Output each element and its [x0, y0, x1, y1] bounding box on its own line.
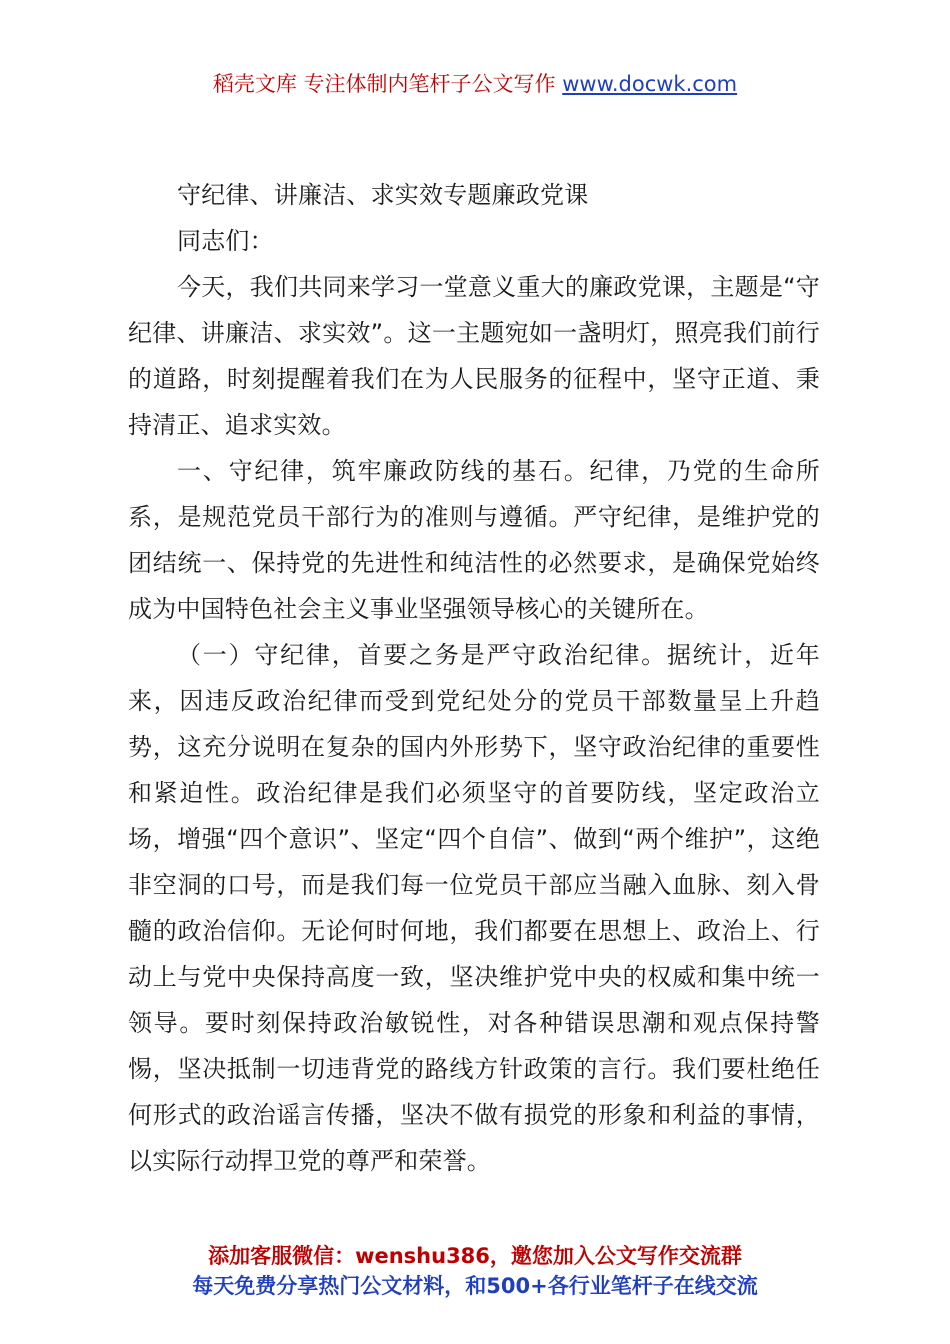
footer-wechat-line: 添加客服微信：wenshu386，邀您加入公文写作交流群 — [208, 1244, 742, 1268]
page-header — [0, 68, 950, 98]
document-title: 守纪律、讲廉洁、求实效专题廉政党课 — [177, 181, 589, 209]
paragraph-intro: 今天，我们共同来学习一堂意义重大的廉政党课，主题是“守纪律、讲廉洁、求实效”。这一主题宛如一盏明灯，照亮我们前行的道路，时刻提醒着我们在为人民服务的征程中，坚守正道、秉持清正、追求实效。 — [128, 273, 820, 439]
paragraph-subsection-one: （一）守纪律，首要之务是严守政治纪律。据统计，近年来，因违反政治纪律而受到党纪处分的党员干部数量呈上升趋势，这充分说明在复杂的国内外形势下，坚守政治纪律的重要性和紧迫性。政治纪律是我们必须坚守的首要防线，坚定政治立场，增强“四个意识”、坚定“四个自信”、做到“两个维护”，这绝非空洞的口号，而是我们每一位党员干部应当融入血脉、刻入骨髓的政治信仰。无论何时何地，我们都要在思想上、政治上、行动上与党中央保持高度一致，坚决维护党中央的权威和集中统一领导。要时刻保持政治敏锐性，对各种错误思潮和观点保持警惕，坚决抵制一切违背党的路线方针政策的言行。我们要杜绝任何形式的政治谣言传播，坚决不做有损党的形象和利益的事情，以实际行动捍卫党的尊严和荣誉。 — [128, 641, 820, 1175]
page-footer — [0, 1241, 950, 1301]
document-body — [128, 172, 820, 1184]
header-url-link[interactable]: www.docwk.com — [562, 72, 738, 96]
header-site-name: 稻壳文库 专注体制内笔杆子公文写作 — [212, 72, 556, 96]
footer-share-line: 每天免费分享热门公文材料，和500+各行业笔杆子在线交流 — [192, 1274, 758, 1298]
document-greeting: 同志们： — [177, 227, 274, 255]
paragraph-section-one: 一、守纪律，筑牢廉政防线的基石。纪律，乃党的生命所系，是规范党员干部行为的准则与遵循。严守纪律，是维护党的团结统一、保持党的先进性和纯洁性的必然要求，是确保党始终成为中国特色社会主义事业坚强领导核心的关键所在。 — [128, 457, 820, 623]
